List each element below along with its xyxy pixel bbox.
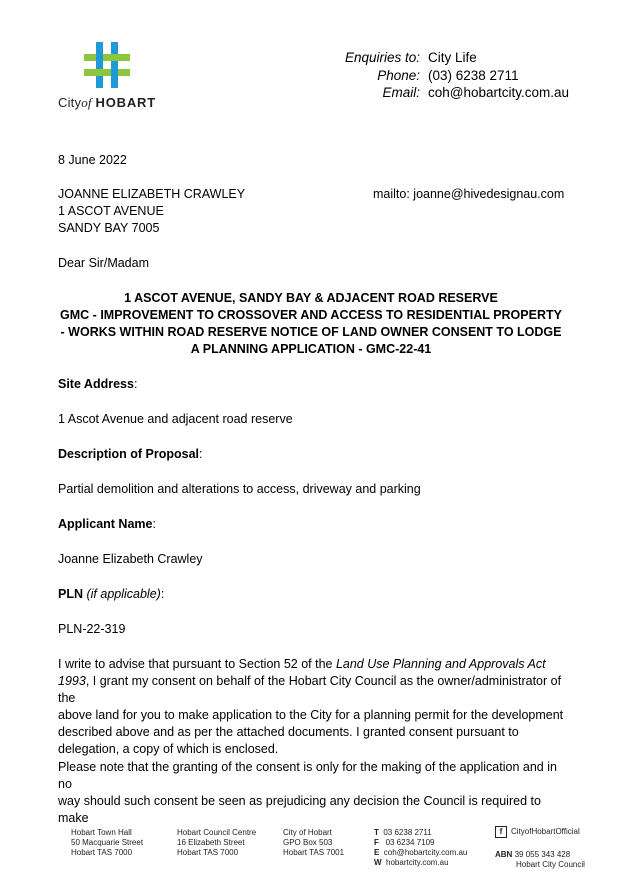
enquiries-value: City Life: [428, 50, 477, 65]
footer-town-hall: Hobart Town Hall 50 Macquarie Street Hobart TAS 7000: [71, 828, 144, 857]
subject-line: - WORKS WITHIN ROAD RESERVE NOTICE OF LAND OWNER CONSENT TO LODGE: [60, 325, 562, 339]
description-value: Partial demolition and alterations to access, driveway and parking: [58, 482, 421, 496]
site-address-value: 1 Ascot Avenue and adjacent road reserve: [58, 412, 293, 426]
recipient-name: JOANNE ELIZABETH CRAWLEY: [58, 187, 246, 201]
pln-heading: PLN (if applicable):: [58, 587, 165, 601]
applicant-value: Joanne Elizabeth Crawley: [58, 552, 203, 566]
footer-facebook[interactable]: f CityofHobartOfficial: [495, 826, 580, 838]
subject-line: GMC - IMPROVEMENT TO CROSSOVER AND ACCESS TO RESIDENTIAL PROPERTY: [60, 308, 562, 322]
enquiries-labels: [330, 49, 420, 102]
recipient-suburb: SANDY BAY 7005: [58, 221, 160, 235]
enquiries-values: [428, 49, 569, 102]
applicant-heading: Applicant Name:: [58, 517, 156, 531]
email-value[interactable]: coh@hobartcity.com.au: [428, 85, 570, 100]
recipient-email-link[interactable]: mailto: joanne@hivedesignau.com: [373, 187, 565, 201]
notice-paragraph: Please note that the granting of the consent is only for the making of the application and in no way should such consent be seen as prejudicing any decision the Council is required to make: [58, 760, 557, 825]
recipient-address: [58, 186, 245, 237]
subject-line: A PLANNING APPLICATION - GMC-22-41: [190, 342, 432, 356]
phone-value: (03) 6238 2711: [428, 67, 519, 83]
site-address-heading: Site Address:: [58, 377, 138, 391]
letter-date: 8 June 2022: [58, 153, 127, 167]
footer-postal: City of Hobart GPO Box 503 Hobart TAS 7001: [283, 828, 345, 857]
enquiries-label: Enquiries to:: [344, 50, 420, 65]
footer-abn: ABN 39 055 343 428 Hobart City Council: [495, 850, 585, 869]
footer-contact: T 03 6238 2711 F 03 6234 7109 E coh@hobartcity.com.au W hobartcity.com.au: [374, 828, 468, 867]
phone-label: Phone:: [377, 67, 420, 83]
recipient-street: 1 ASCOT AVENUE: [58, 204, 164, 218]
description-heading: Description of Proposal:: [58, 447, 203, 461]
footer-council-centre: Hobart Council Centre 16 Elizabeth Street Hobart TAS 7000: [177, 828, 257, 857]
facebook-icon: f: [495, 826, 507, 838]
email-label: Email:: [382, 85, 420, 100]
subject-heading: [40, 290, 582, 358]
subject-line: 1 ASCOT AVENUE, SANDY BAY & ADJACENT ROAD RESERVE: [124, 291, 498, 305]
city-of-hobart-logo-mark: [82, 40, 132, 90]
logo-wordmark: Cityof HOBART: [58, 95, 156, 110]
consent-paragraph: I write to advise that pursuant to Section 52 of the Land Use Planning and Approvals Act 1993, I grant my consent on behalf of the Hobart City Council as the owner/administrator of the above land for you to make application to the City for a planning permit for the development described above and as per the attached documents. I granted consent pursuant to delegation, a copy of which is enclosed.: [58, 657, 564, 756]
pln-value: PLN-22-319: [58, 622, 126, 636]
salutation: Dear Sir/Madam: [58, 256, 149, 270]
